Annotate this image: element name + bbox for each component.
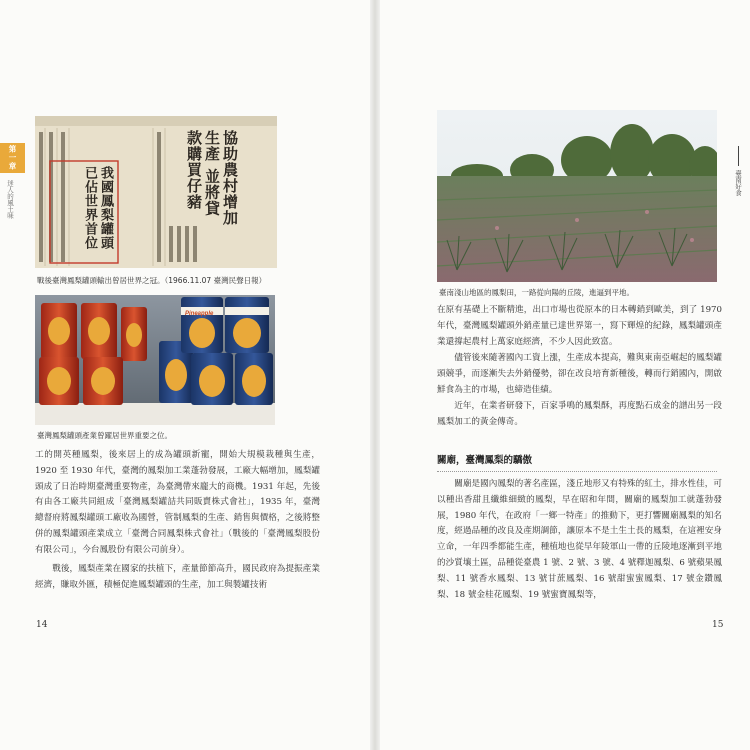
- pineapple-cans-art: [35, 295, 275, 425]
- section-heading: 關廟，臺灣鳳梨的驕傲: [437, 455, 533, 466]
- pineapple-field-art: [437, 110, 717, 282]
- newspaper-clipping-image: [35, 116, 277, 268]
- book-gutter: [370, 0, 380, 750]
- right-paragraph-4: 關廟是國內鳳梨的著名產區，淺丘地形又有特殊的紅土，排水性佳，可以種出香甜且纖維細緻的鳳梨，早在昭和年間，關廟的鳳梨加工就蓬勃發展，1980 年代，在政府「一鄉一特產」的推動下，更打響關廟鳳梨的知名度，經過品種的改良及產期調節，讓原本不是土生土長的鳳梨，在這裡安身立命，一年四季都能生產，種植地也從早年陵軍山一帶的丘陵地逐漸到平地的沙質壤土區，品種從臺農 1 號、2 號、3 號、4 號釋迦鳳梨、6 號蘋果鳳梨、11 號香水鳳梨、13 號甘蔗鳳梨、16 號甜蜜蜜鳳梨、17 號金鑽鳳梨、18 號金桂花鳳梨、19 號蜜寶鳳梨等，: [437, 479, 722, 600]
- cans-caption: 臺灣鳳梨罐頭產業曾躍居世界重要之位。: [37, 431, 172, 440]
- left-paragraph-1: 工的開英種鳳梨，後來居上的成為罐頭新寵，開始大規模栽種與生產，1920 至 1930 年代，臺灣的鳳梨加工業蓬勃發展，工廠大幅增加，鳳梨罐頭成了日治時期臺灣重要物產，為臺灣帶來龐大的商機。1931 年起，先後有由各工廠共同組成「臺灣鳳梨罐詰共同販賣株式會社」，1935 年，臺灣總督府將鳳梨罐頭工廠收為國營，管制鳳梨的生產、銷售與價格，之後將整併的鳳梨罐頭產業成立「臺灣合同鳳梨株式會社」（戰後的「臺灣鳳梨股份有限公司」，今台鳳股份有限公司前身）。: [35, 450, 320, 555]
- right-paragraph-1: 在原有基礎上不斷精進，出口市場也從原本的日本轉銷到歐美，到了 1970 年代，臺灣鳳梨罐頭外銷產量已達世界第一，寫下輝煌的紀錄，鳳梨罐頭產業還撐起農村上萬家庭經濟，不少人因此致富。: [437, 305, 722, 347]
- chapter-tab: 第一章: [0, 143, 25, 173]
- left-page-number: 14: [36, 620, 48, 630]
- section-heading-rule: [437, 471, 717, 472]
- newspaper-headline-right: 協助農村增加生產 並將貸款購買仔豬: [185, 130, 239, 226]
- newspaper-clipping-art: [35, 116, 277, 268]
- pineapple-field-photo: [437, 110, 717, 282]
- chapter-subtitle: 迷人的風土味: [6, 180, 14, 219]
- side-rule: [738, 146, 739, 166]
- can-label: Pineapple: [185, 311, 214, 317]
- side-section-label: 臺南好食: [734, 170, 742, 196]
- right-page-number: 15: [712, 620, 724, 630]
- newspaper-headline-left: 我國鳳梨罐頭 已佔世界首位: [82, 166, 113, 250]
- left-paragraph-2: 戰後，鳳梨產業在國家的扶植下，產量節節高升，國民政府為提振產業經濟，賺取外匯，積極促進鳳梨罐頭的生產，加工與製罐技術: [35, 564, 320, 590]
- right-paragraph-3: 近年，在業者研發下，百家爭鳴的鳳梨酥，再度點石成金的譜出另一段鳳梨加工的黃金傳奇。: [437, 401, 722, 427]
- pineapple-cans-image: [35, 295, 275, 425]
- newspaper-caption: 戰後臺灣鳳梨罐頭輸出曾居世界之冠。（1966.11.07 臺灣民聲日報）: [37, 276, 267, 285]
- right-paragraph-2: 儘管後來隨著國內工資上漲，生產成本提高，難與東南亞崛起的鳳梨罐頭競爭，而逐漸失去外銷優勢，卻在改良培育新種後，轉而行銷國內，開啟鮮食為主的市場，也締造佳績。: [437, 353, 722, 395]
- field-caption: 臺南淺山地區的鳳梨田，一路從向陽的丘陵，進逼到平地。: [439, 288, 634, 297]
